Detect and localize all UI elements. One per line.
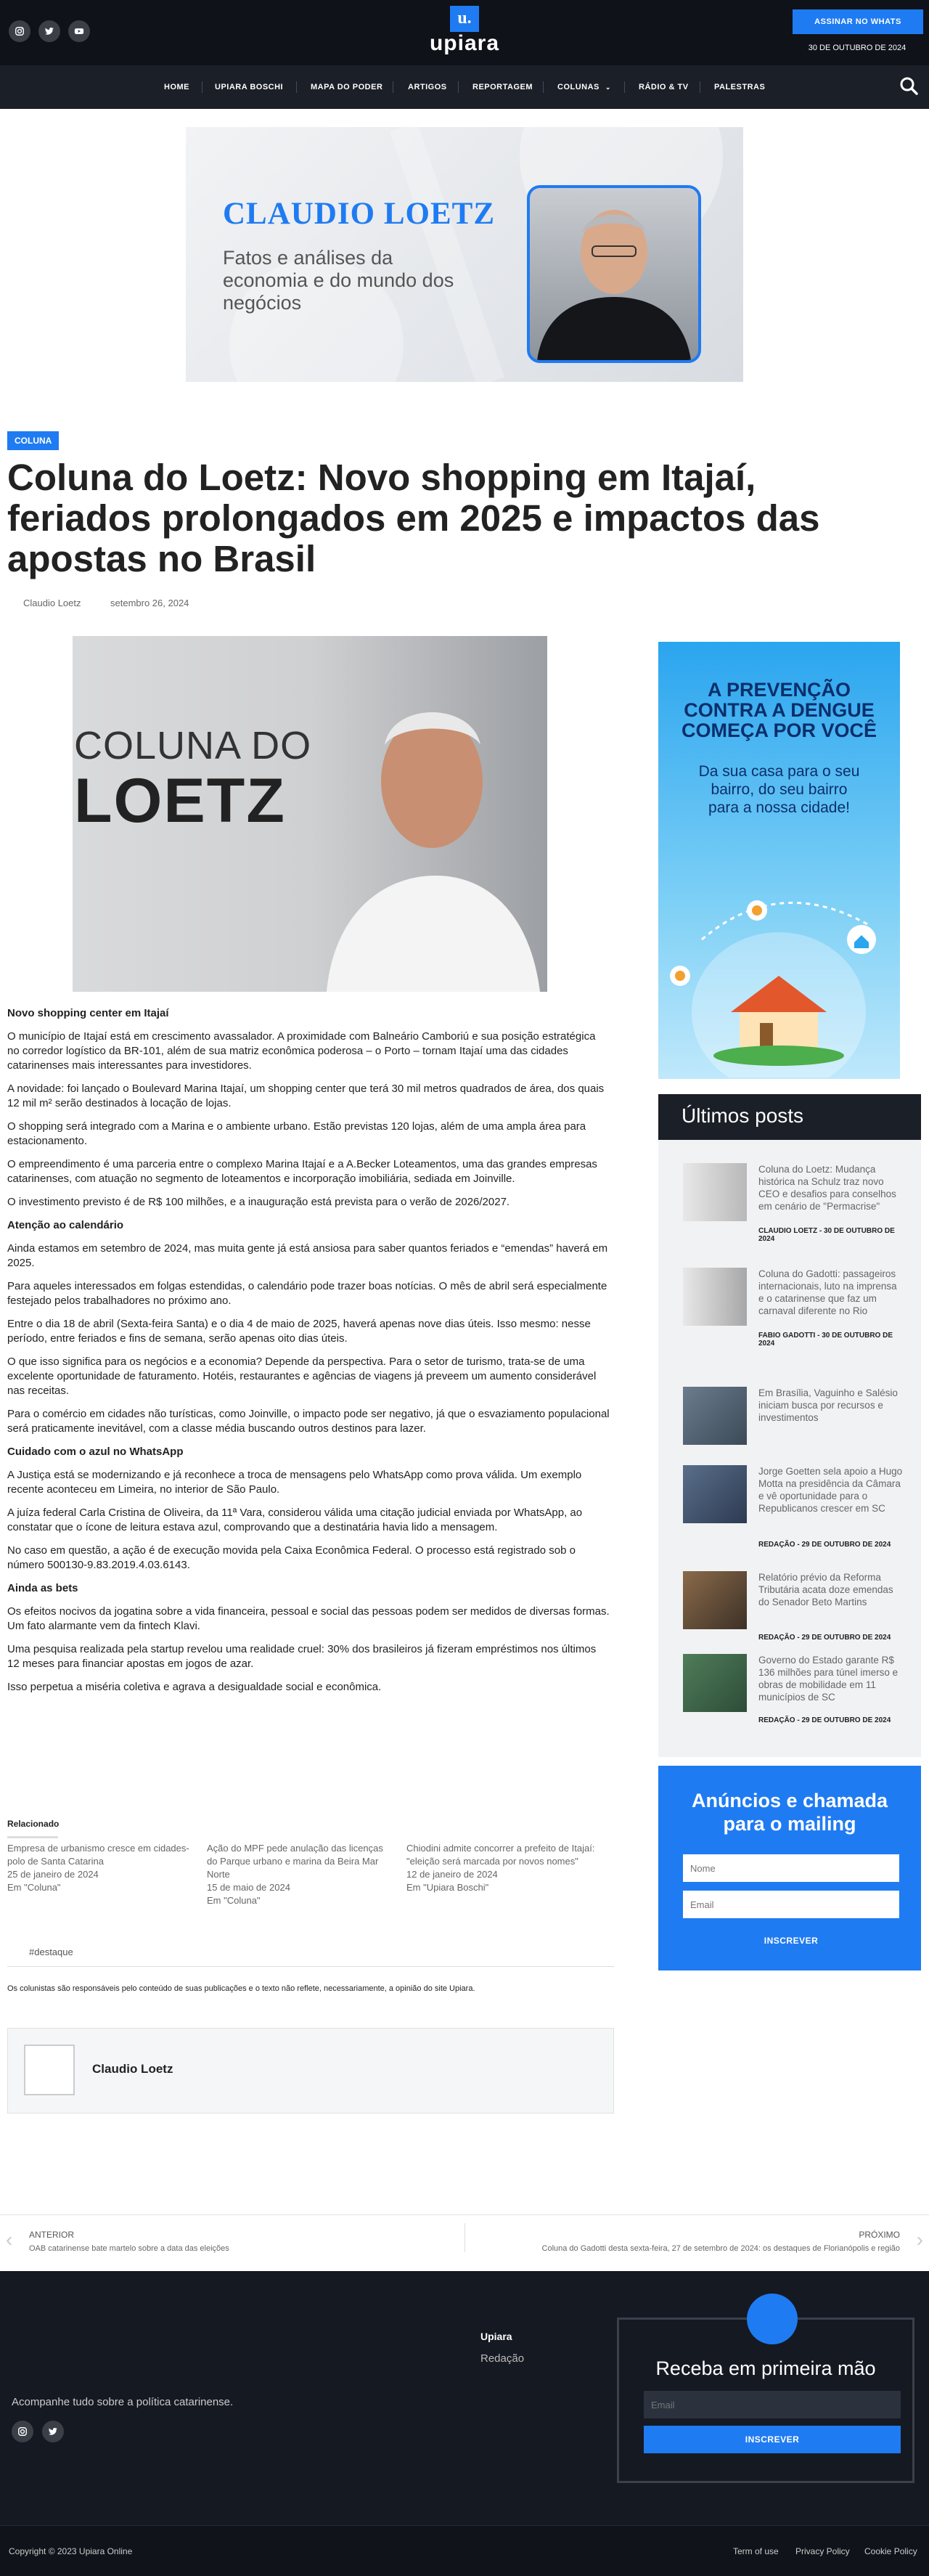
logo-badge: u. bbox=[450, 6, 479, 32]
ad-subtitle: Da sua casa para o seu bairro, do seu bairro para a nossa cidade! bbox=[698, 763, 860, 816]
mailing-widget bbox=[658, 1766, 921, 1970]
email-input[interactable] bbox=[683, 1891, 899, 1918]
nav-colunas-label: COLUNAS bbox=[557, 83, 599, 91]
paragraph: Uma pesquisa realizada pela startup revelou uma realidade cruel: 30% dos brasileiros já fizeram empréstimos nos últimos 12 meses para financiar apostas em jogos de azar. bbox=[7, 1643, 597, 1670]
nav-item-upiara-boschi[interactable]: UPIARA BOSCHI bbox=[215, 83, 284, 91]
author-name[interactable]: Claudio Loetz bbox=[92, 2062, 173, 2076]
post-meta: REDAÇÃO - 29 DE OUTUBRO DE 2024 bbox=[758, 1541, 891, 1549]
post-navigation bbox=[0, 2214, 929, 2271]
related-title[interactable]: Chiodini admite concorrer a prefeito de Itajaí: "eleição será marcada por novos nomes" bbox=[406, 1843, 595, 1867]
paragraph: Ainda estamos em setembro de 2024, mas muita gente já está ansiosa para saber quantos feriados e “emendas” haverá em 2025. bbox=[7, 1242, 608, 1269]
post-meta: REDAÇÃO - 29 DE OUTUBRO DE 2024 bbox=[758, 1716, 891, 1724]
footer-link-terms[interactable]: Term of use bbox=[733, 2546, 779, 2556]
paragraph: A juíza federal Carla Cristina de Oliveira, da 11ª Vara, considerou válida uma citação judicial enviada por WhatsApp, ao constatar que o ícone de leitura estava azul, comprovando que a destinatária havia lido a mensagem. bbox=[7, 1507, 583, 1533]
instagram-icon[interactable] bbox=[12, 2421, 33, 2442]
ad-headline: A PREVENÇÃO CONTRA A DENGUE COMEÇA POR VOCÊ bbox=[681, 679, 877, 741]
nav-divider bbox=[458, 81, 459, 93]
post-title[interactable]: Jorge Goetten sela apoio a Hugo Motta na presidência da Câmara e vê oportunidade para o Republicanos crescer em SC bbox=[758, 1466, 903, 1514]
paragraph: O shopping será integrado com a Marina e o ambiente urbano. Estão previstas 120 lojas, além de uma ampla área para estacionamento. bbox=[7, 1120, 586, 1147]
post-title[interactable]: Governo do Estado garante R$ 136 milhões para túnel imerso e obras de mobilidade em 11 municípios de SC bbox=[758, 1655, 899, 1703]
twitter-icon[interactable] bbox=[42, 2421, 64, 2442]
header-date: 30 DE OUTUBRO DE 2024 bbox=[808, 44, 907, 52]
whatsapp-subscribe-button[interactable]: ASSINAR NO WHATS bbox=[793, 9, 923, 34]
article-date: setembro 26, 2024 bbox=[110, 598, 189, 608]
prev-label: ANTERIOR bbox=[29, 2230, 75, 2240]
post-title[interactable]: Coluna do Gadotti: passageiros internacionais, luto na imprensa e o catarinense que faz um carnaval diferente no Rio bbox=[758, 1268, 897, 1316]
paragraph: A Justiça está se modernizando e já reconhece a troca de mensagens pelo WhatsApp como prova válida. Um exemplo recente aconteceu em Limeira, no interior de São Paulo. bbox=[7, 1469, 582, 1496]
post-thumbnail[interactable] bbox=[683, 1465, 747, 1523]
columnist-portrait bbox=[312, 636, 547, 992]
tag-link[interactable]: #destaque bbox=[29, 1947, 73, 1957]
subscribe-button[interactable]: INSCREVER bbox=[683, 1927, 899, 1955]
chevron-left-icon: ‹ bbox=[6, 2228, 13, 2251]
disclaimer: Os colunistas são responsáveis pelo conteúdo de suas publicações e o texto não reflete, necessariamente, a opinião do site Upiara. bbox=[7, 1984, 475, 1993]
related-title[interactable]: Ação do MPF pede anulação das licenças do Parque urbano e marina da Beira Mar Norte bbox=[207, 1843, 383, 1880]
related-heading: Relacionado bbox=[7, 1819, 58, 1838]
article-author[interactable]: Claudio Loetz bbox=[23, 598, 81, 608]
footer-tagline: Acompanhe tudo sobre a política catarinense. bbox=[12, 2396, 234, 2408]
latest-posts bbox=[658, 1140, 921, 1757]
latest-posts-heading: Últimos posts bbox=[658, 1094, 921, 1140]
newsletter-badge bbox=[747, 2294, 798, 2344]
dengue-ad[interactable] bbox=[658, 642, 900, 1079]
twitter-icon[interactable] bbox=[38, 20, 60, 42]
related-title[interactable]: Empresa de urbanismo cresce em cidades-polo de Santa Catarina bbox=[7, 1843, 189, 1867]
newsletter-heading: Receba em primeira mão bbox=[655, 2357, 876, 2379]
prev-post-link[interactable] bbox=[0, 2214, 464, 2271]
newsletter-email-input[interactable] bbox=[644, 2391, 901, 2418]
article-body bbox=[7, 1006, 610, 1703]
article-title: Coluna do Loetz: Novo shopping em Itajaí, feriados prolongados em 2025 e impactos das apostas no Brasil bbox=[7, 457, 820, 579]
next-post-link[interactable] bbox=[464, 2214, 929, 2271]
next-label: PRÓXIMO bbox=[859, 2230, 900, 2240]
copyright-bar bbox=[0, 2525, 929, 2576]
columnist-banner bbox=[186, 127, 743, 382]
logo-text: upiara bbox=[429, 31, 500, 55]
instagram-icon[interactable] bbox=[9, 20, 30, 42]
newsletter-subscribe-button[interactable]: INSCREVER bbox=[644, 2426, 901, 2453]
chevron-right-icon: › bbox=[916, 2228, 923, 2251]
nav-item-palestras[interactable]: PALESTRAS bbox=[714, 83, 766, 91]
paragraph: O investimento previsto é de R$ 100 milhões, e a inauguração está prevista para o verão de 2026/2027. bbox=[7, 1196, 510, 1208]
top-header bbox=[0, 0, 929, 65]
prev-title: OAB catarinense bate martelo sobre a data das eleições bbox=[29, 2244, 229, 2253]
related-posts bbox=[7, 1819, 610, 1906]
related-item[interactable] bbox=[7, 1842, 196, 1894]
columnist-photo bbox=[527, 185, 701, 363]
banner-subtitle: Fatos e análises da economia e do mundo dos negócios bbox=[223, 247, 454, 314]
post-title[interactable]: Em Brasília, Vaguinho e Salésio iniciam busca por recursos e investimentos bbox=[758, 1387, 898, 1423]
author-box bbox=[7, 2028, 614, 2114]
nav-item-colunas[interactable] bbox=[557, 65, 611, 109]
section-heading: Ainda as bets bbox=[7, 1582, 78, 1594]
post-thumbnail[interactable] bbox=[683, 1654, 747, 1712]
post-thumbnail[interactable] bbox=[683, 1268, 747, 1326]
nav-item-home[interactable]: HOME bbox=[164, 83, 189, 91]
chevron-down-icon: ⌄ bbox=[605, 83, 611, 91]
paragraph: No caso em questão, a ação é de execução movida pela Caixa Econômica Federal. O processo está registrado sob o número 500130-9.83.2019.4.03.6143. bbox=[7, 1544, 576, 1571]
paragraph: O município de Itajaí está em crescimento avassalador. A proximidade com Balneário Camboriú e sua posição estratégica no corredor logístico da BR-101, além de sua matriz econômica poderosa – o Porto – tornam Itajaí uma das cidades catarinenses mais interessantes para investidores. bbox=[7, 1030, 596, 1072]
main-nav bbox=[0, 65, 929, 109]
related-category: Em "Coluna" bbox=[7, 1882, 61, 1893]
section-heading: Atenção ao calendário bbox=[7, 1219, 124, 1231]
nav-item-artigos[interactable]: ARTIGOS bbox=[408, 83, 447, 91]
post-thumbnail[interactable] bbox=[683, 1571, 747, 1629]
nav-divider bbox=[296, 81, 297, 93]
next-title: Coluna do Gadotti desta sexta-feira, 27 de setembro de 2024: os destaques de Florianópolis e região bbox=[541, 2244, 900, 2253]
related-date: 12 de janeiro de 2024 bbox=[406, 1869, 498, 1880]
featured-image-caption-bottom: LOETZ bbox=[74, 766, 286, 836]
footer-link-cookies[interactable]: Cookie Policy bbox=[864, 2546, 917, 2556]
post-meta: FABIO GADOTTI - 30 DE OUTUBRO DE 2024 bbox=[758, 1332, 893, 1348]
section-heading: Novo shopping center em Itajaí bbox=[7, 1007, 169, 1019]
related-date: 25 de janeiro de 2024 bbox=[7, 1869, 99, 1880]
post-title[interactable]: Coluna do Loetz: Mudança histórica na Schulz traz novo CEO e desafios para conselhos em cenário de "Permacrise" bbox=[758, 1164, 896, 1212]
featured-image-caption-top: COLUNA DO bbox=[74, 724, 312, 767]
related-category: Em "Coluna" bbox=[207, 1895, 261, 1906]
paragraph: Entre o dia 18 de abril (Sexta-feira Santa) e o dia 4 de maio de 2025, haverá apenas nove dias úteis. Isso mesmo: nesse período, entre feriados e fins de semana, serão apenas oito dias úteis. bbox=[7, 1318, 591, 1345]
post-title[interactable]: Relatório prévio da Reforma Tributária acata doze emendas do Senador Beto Martins bbox=[758, 1572, 893, 1607]
paragraph: A novidade: foi lançado o Boulevard Marina Itajaí, um shopping center que terá 30 mil metros quadrados de área, dos quais 12 mil m² serão destinados à locação de lojas. bbox=[7, 1083, 605, 1109]
nav-item-reportagem[interactable]: REPORTAGEM bbox=[472, 83, 533, 91]
paragraph: Os efeitos nocivos da jogatina sobre a vida financeira, pessoal e social das pessoas podem ser medidos de diversas formas. Um fato alarmante vem da fintech Klavi. bbox=[7, 1605, 610, 1632]
footer-link-redacao[interactable]: Redação bbox=[480, 2352, 525, 2365]
name-input[interactable] bbox=[683, 1854, 899, 1882]
mailing-heading: Anúncios e chamada para o mailing bbox=[691, 1790, 888, 1835]
nav-item-mapa-do-poder[interactable]: MAPA DO PODER bbox=[311, 83, 383, 91]
copyright-text: Copyright © 2023 Upiara Online bbox=[9, 2546, 133, 2556]
paragraph: Isso perpetua a miséria coletiva e agrava a desigualdade social e econômica. bbox=[7, 1681, 382, 1693]
paragraph: O que isso significa para os negócios e a economia? Depende da perspectiva. Para o setor de turismo, trata-se de uma excelente oportunidade de faturamento. Hotéis, restaurantes e agências de viagens já preveem um aumento considerável nas receitas. bbox=[7, 1356, 597, 1397]
related-item[interactable] bbox=[406, 1842, 595, 1894]
post-meta: CLAUDIO LOETZ - 30 DE OUTUBRO DE 2024 bbox=[758, 1227, 895, 1243]
banner-title: CLAUDIO LOETZ bbox=[223, 197, 495, 231]
newsletter-box bbox=[617, 2318, 914, 2483]
section-heading: Cuidado com o azul no WhatsApp bbox=[7, 1446, 184, 1458]
paragraph: Para o comércio em cidades não turísticas, como Joinville, o impacto pode ser negativo, já que o esvaziamento populacional será praticamente inevitável, com a classe média buscando outros destinos para lazer. bbox=[7, 1408, 610, 1435]
featured-image bbox=[73, 636, 547, 992]
footer-link-privacy[interactable]: Privacy Policy bbox=[795, 2546, 850, 2556]
nav-item-radio-tv[interactable]: RÁDIO & TV bbox=[639, 83, 689, 91]
search-icon[interactable] bbox=[897, 74, 922, 99]
category-badge[interactable]: COLUNA bbox=[7, 431, 59, 450]
related-category: Em "Upiara Boschi" bbox=[406, 1882, 489, 1893]
paragraph: Para aqueles interessados em folgas estendidas, o calendário pode trazer boas notícias. O mês de abril será especialmente festejado pelos trabalhadores no próximo ano. bbox=[7, 1280, 607, 1307]
post-meta: REDAÇÃO - 29 DE OUTUBRO DE 2024 bbox=[758, 1634, 891, 1642]
nav-divider bbox=[624, 81, 625, 93]
post-thumbnail[interactable] bbox=[683, 1387, 747, 1445]
footer-column-title: Upiara bbox=[480, 2331, 512, 2342]
post-thumbnail[interactable] bbox=[683, 1163, 747, 1221]
tag-list bbox=[7, 1941, 614, 1967]
avatar[interactable] bbox=[24, 2045, 75, 2095]
paragraph: O empreendimento é uma parceria entre o complexo Marina Itajaí e a A.Becker Loteamentos, uma das grandes empresas catarinenses, com atuação no segmento de loteamentos e incorporação imobiliária, sediada em Joinville. bbox=[7, 1158, 597, 1185]
related-item[interactable] bbox=[207, 1842, 396, 1907]
site-logo[interactable] bbox=[421, 6, 508, 58]
youtube-icon[interactable] bbox=[68, 20, 90, 42]
nav-divider bbox=[543, 81, 544, 93]
ad-illustration bbox=[658, 831, 900, 1077]
related-date: 15 de maio de 2024 bbox=[207, 1882, 290, 1893]
